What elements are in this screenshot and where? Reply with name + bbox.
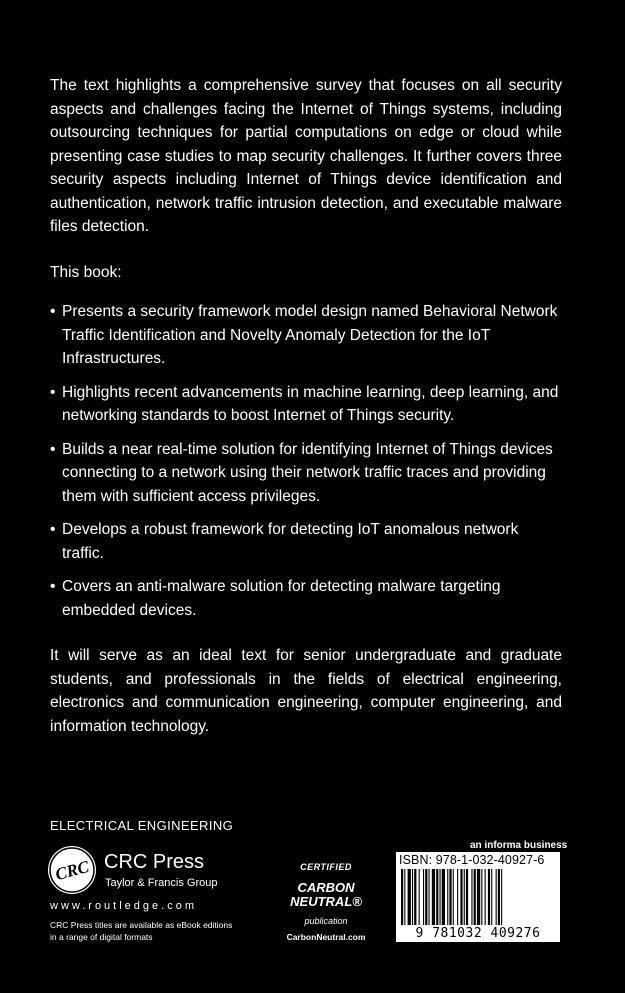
- barcode-icon: [399, 869, 557, 925]
- cn-neutral: NEUTRAL®: [290, 894, 362, 909]
- website-link: www.routledge.com: [50, 900, 197, 912]
- informa-tagline: an informa business: [470, 840, 568, 851]
- barcode-bar: [496, 869, 497, 925]
- closing-paragraph: It will serve as an ideal text for senior undergraduate and graduate students, and professionals in the fields of electrical engineering, electronics and communication engineering, computer engineering, and information technology.: [50, 647, 562, 735]
- barcode-bar: [457, 869, 458, 925]
- barcode-bar: [429, 869, 430, 925]
- barcode-bar: [501, 869, 502, 925]
- this-book-label: This book:: [50, 263, 122, 281]
- barcode-bar: [464, 869, 465, 925]
- list-item: • Builds a near real-time solution for identifying Internet of Things devices connecting to a network using their network traffic traces and providing them with sufficient access privileges.: [50, 438, 562, 509]
- subject-category: ELECTRICAL ENGINEERING: [50, 818, 234, 833]
- barcode: [396, 852, 560, 942]
- barcode-bar: [436, 869, 438, 925]
- barcode-bar: [491, 869, 492, 925]
- barcode-bar: [449, 869, 451, 925]
- cn-certified: CERTIFIED: [300, 862, 352, 872]
- barcode-bar: [481, 869, 482, 925]
- barcode-digits: 9 781032 409276: [415, 926, 541, 941]
- barcode-bar: [477, 869, 480, 925]
- list-item: • Covers an anti-malware solution for detecting malware targeting embedded devices.: [50, 575, 562, 622]
- barcode-bar: [425, 869, 427, 925]
- publisher-group: Taylor & Francis Group: [105, 877, 218, 889]
- barcode-bar: [498, 869, 500, 925]
- barcode-bar: [460, 869, 462, 925]
- ebook-note-line: in a range of digital formats: [50, 932, 153, 942]
- publisher-name: CRC Press: [104, 851, 205, 873]
- list-item: • Highlights recent advancements in machine learning, deep learning, and networking standards to boost Internet of Things security.: [50, 381, 562, 428]
- cn-carbon: CARBON: [297, 880, 355, 895]
- barcode-bar: [412, 869, 413, 925]
- intro-paragraph: The text highlights a comprehensive survey that focuses on all security aspects and challenges facing the Internet of Things systems, including outsourcing techniques for partial computations on edge or cloud while presenting case studies to map security challenges. It further covers three security aspects including Internet of Things device identification and authentication, network traffic intrusion detection, and executable malware files detection.: [50, 77, 562, 235]
- barcode-bar: [471, 869, 472, 925]
- barcode-bar: [440, 869, 441, 925]
- barcode-bar: [474, 869, 476, 925]
- barcode-bar: [453, 869, 454, 925]
- barcode-bar: [485, 869, 486, 925]
- barcode-bar: [432, 869, 435, 925]
- barcode-bar: [442, 869, 445, 925]
- barcode-bar: [414, 869, 416, 925]
- barcode-bar: [466, 869, 468, 925]
- crc-logo-text: CRC: [53, 856, 92, 885]
- carbon-neutral-badge: [286, 856, 366, 948]
- barcode-bar: [488, 869, 490, 925]
- ebook-note-line: CRC Press titles are available as eBook editions: [50, 920, 233, 930]
- list-item: • Presents a security framework model design named Behavioral Network Traffic Identification and Novelty Anomaly Detection for the IoT Infrastructures.: [50, 300, 562, 371]
- crc-logo-icon: [48, 846, 96, 894]
- feature-list: [50, 300, 562, 622]
- ebook-note: [50, 919, 250, 943]
- barcode-bar: [404, 869, 405, 925]
- barcode-bar: [408, 869, 411, 925]
- isbn-text: ISBN: 978-1-032-40927-6: [399, 853, 545, 867]
- cn-publication: publication: [304, 916, 348, 926]
- list-item: • Develops a robust framework for detecting IoT anomalous network traffic.: [50, 518, 562, 565]
- barcode-bar: [419, 869, 420, 925]
- barcode-bar: [447, 869, 448, 925]
- back-cover-blurb: [50, 74, 562, 738]
- barcode-bar: [401, 869, 403, 925]
- barcode-bar: [423, 869, 424, 925]
- cn-site: CarbonNeutral.com: [286, 932, 366, 942]
